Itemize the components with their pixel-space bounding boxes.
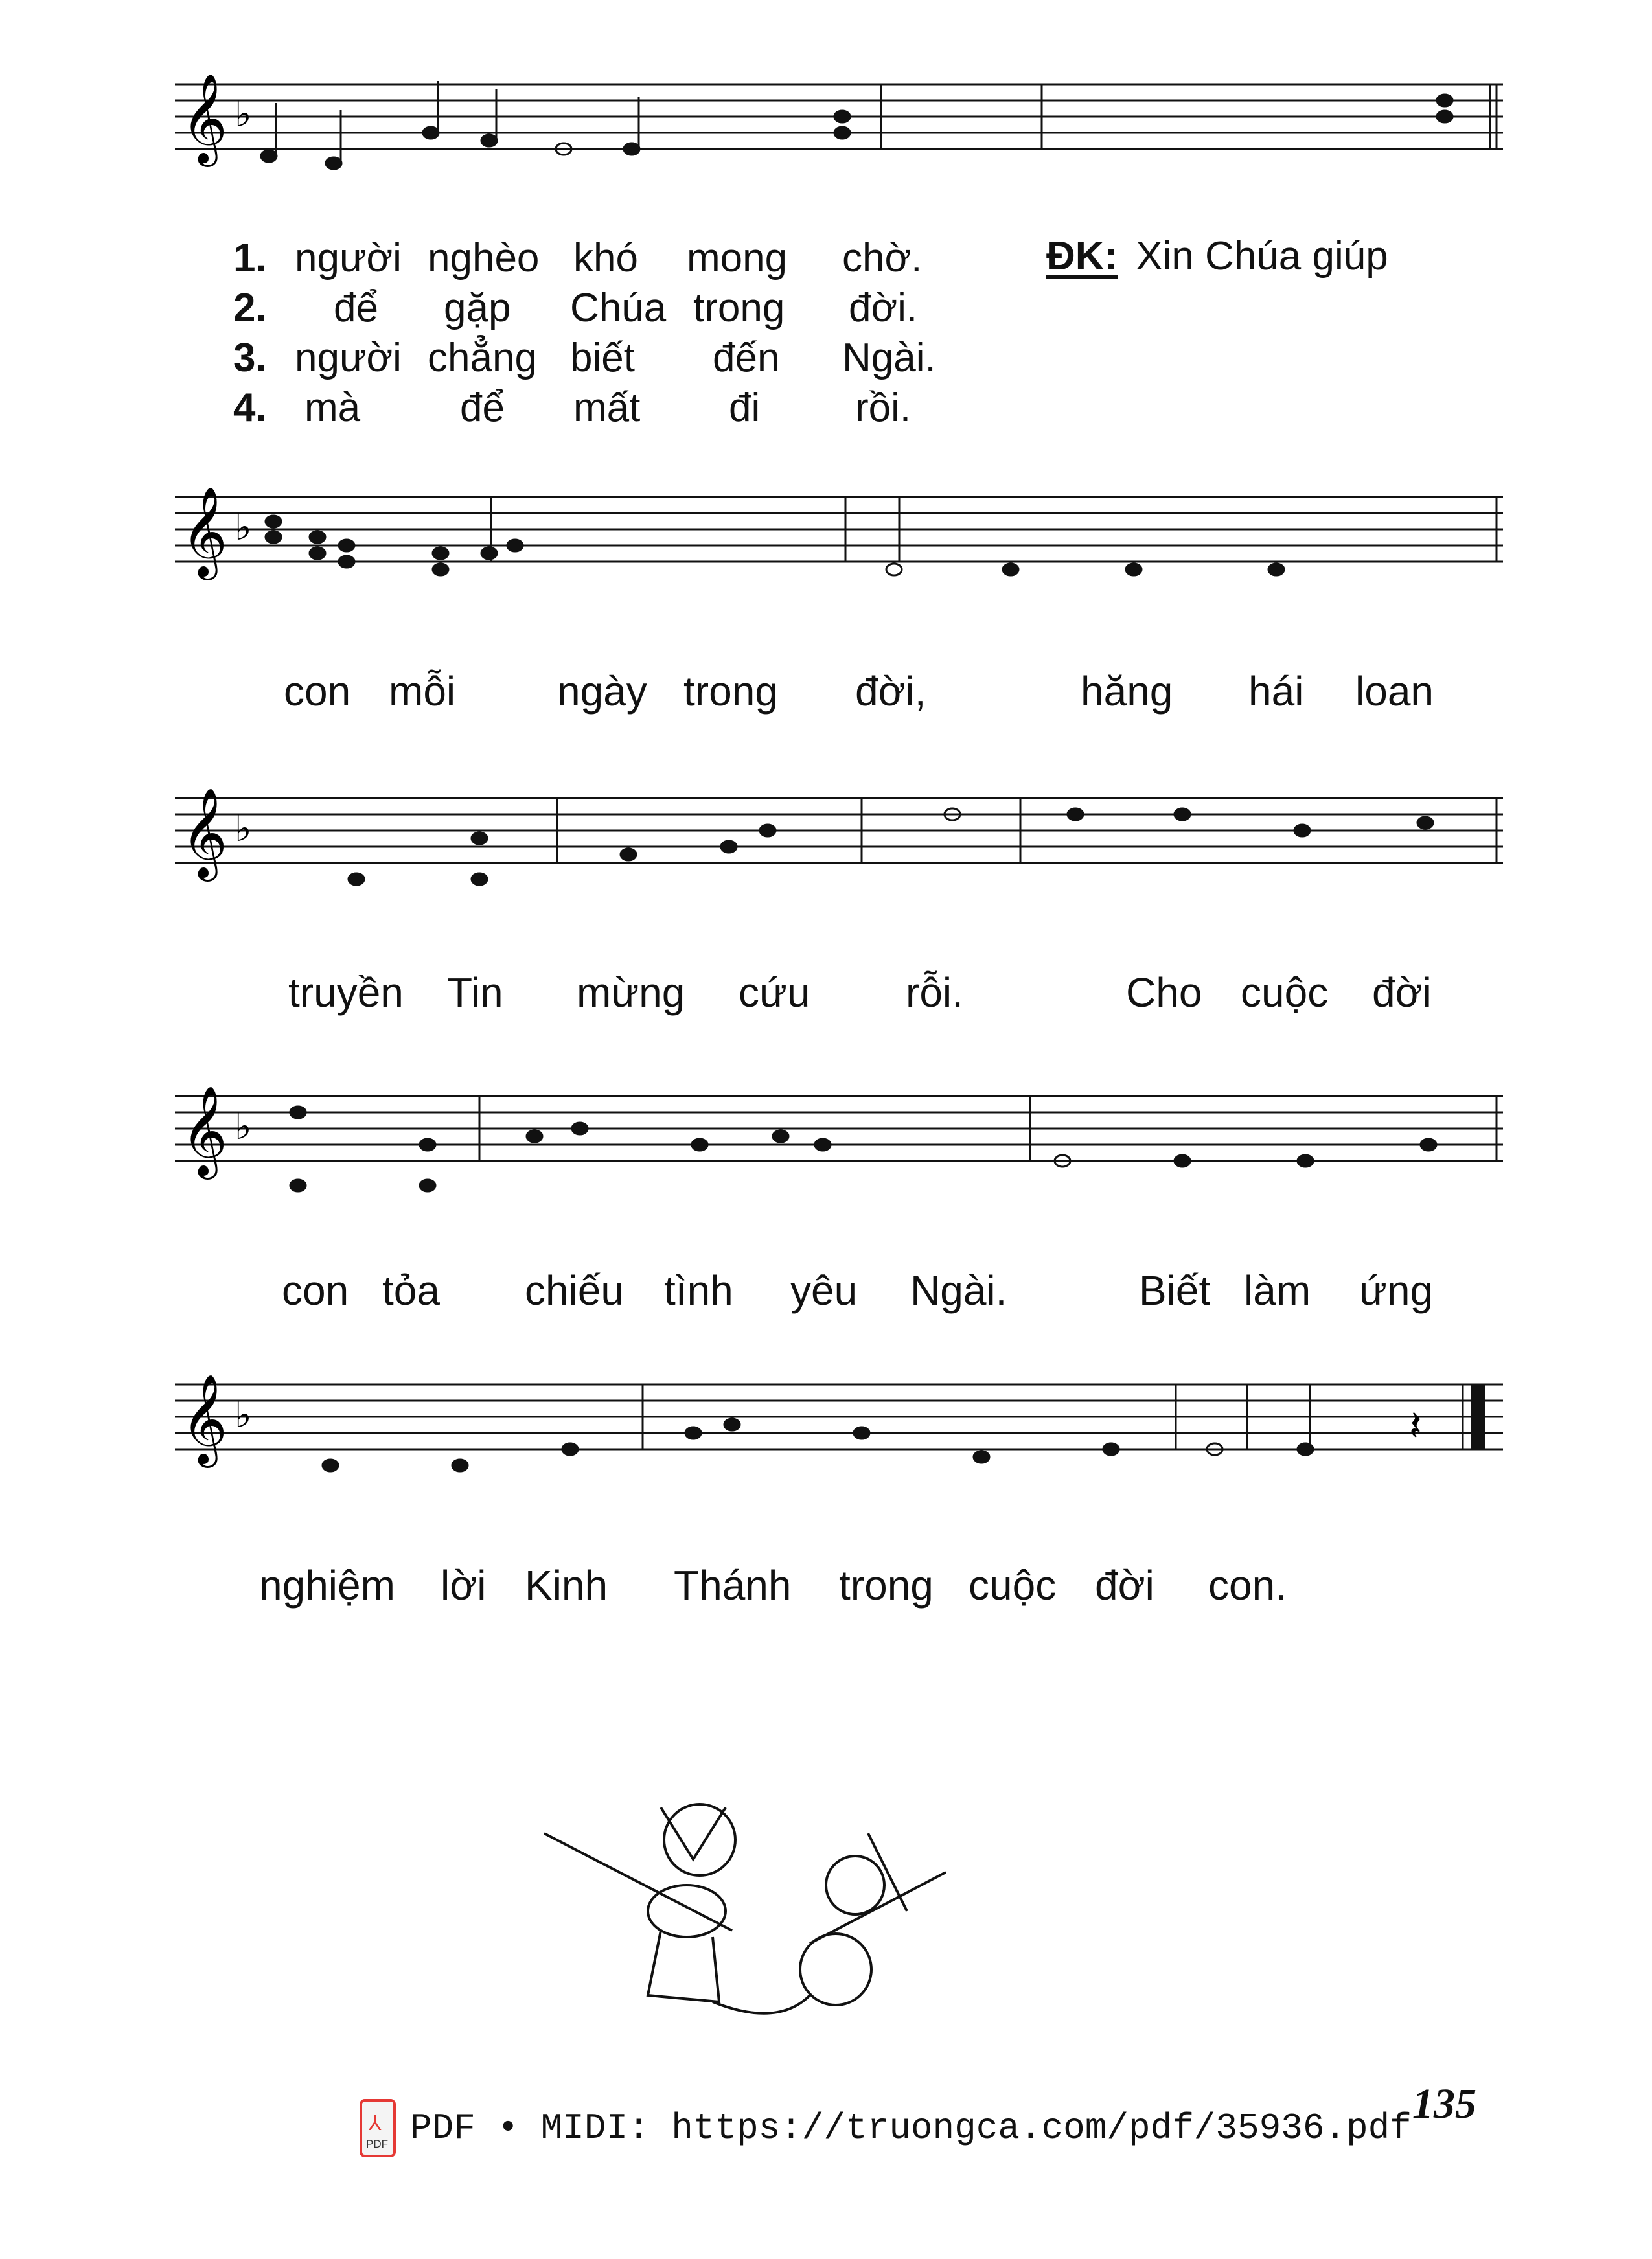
- staff-system-2: [175, 476, 1503, 586]
- treble-clef-icon: 𝄞: [181, 1086, 227, 1176]
- svg-text:♭: ♭: [235, 1394, 252, 1436]
- lyric-word: đi: [729, 385, 761, 430]
- page-number: 135: [1412, 2080, 1476, 2127]
- lyric-word: mà: [304, 385, 361, 430]
- lyric-word: gặp: [444, 286, 511, 330]
- lyric-word: chiếu: [525, 1267, 624, 1314]
- svg-text:♭: ♭: [235, 93, 252, 135]
- treble-clef-icon: 𝄞: [181, 1374, 227, 1464]
- lyric-word: làm: [1244, 1267, 1311, 1314]
- lyric-word: Thánh: [674, 1562, 792, 1609]
- lyric-word: cuộc: [969, 1562, 1057, 1609]
- lyric-word: mất: [573, 385, 641, 430]
- lyric-word: khó: [573, 236, 638, 281]
- svg-text:♭: ♭: [235, 1106, 252, 1148]
- lyric-word: chẳng: [428, 336, 537, 380]
- music-staff: [175, 777, 1503, 888]
- lyric-word: con: [284, 668, 351, 715]
- lyric-word: để: [334, 286, 378, 330]
- svg-text:♭: ♭: [235, 507, 252, 549]
- lyric-word: Kinh: [525, 1562, 608, 1609]
- lyric-word: trong: [683, 668, 778, 715]
- pdf-icon-label: PDF: [366, 2138, 388, 2150]
- lyric-line-1: [0, 667, 1652, 726]
- lyric-word: con.: [1208, 1562, 1287, 1609]
- lyric-word: ngày: [557, 668, 647, 715]
- lyric-word: đời: [1095, 1562, 1154, 1609]
- lyric-word: truyền: [288, 969, 404, 1016]
- music-staff: [175, 1364, 1503, 1474]
- music-staff: [175, 62, 1503, 172]
- lyric-word: biết: [570, 336, 635, 380]
- lyric-word: Cho: [1126, 969, 1202, 1016]
- final-barline: [1471, 1384, 1485, 1449]
- staff-system-3: [175, 777, 1503, 888]
- verse-number: 3.: [233, 336, 267, 380]
- lyric-word: Chúa: [570, 286, 667, 330]
- lyric-word: trong: [839, 1562, 934, 1609]
- lyric-word: cuộc: [1241, 969, 1329, 1016]
- staff-system-1: [175, 62, 1503, 172]
- lyric-word: nghiệm: [259, 1562, 395, 1609]
- lyric-word: Biết: [1139, 1267, 1211, 1314]
- lyric-word: rồi.: [855, 385, 912, 430]
- lyric-word: trong: [693, 286, 785, 330]
- lyric-word: người: [295, 236, 402, 281]
- lyric-word: đời.: [849, 286, 918, 330]
- treble-clef-icon: 𝄞: [181, 788, 227, 878]
- lyric-word: Ngài.: [910, 1267, 1007, 1314]
- lyric-word: mong: [687, 236, 788, 281]
- lyric-word: Ngài.: [842, 336, 936, 380]
- lyric-word: tình: [664, 1267, 733, 1314]
- rest-icon: 𝄽: [1409, 1403, 1422, 1451]
- lyric-word: người: [295, 336, 402, 380]
- lyric-word: đến: [713, 336, 780, 380]
- lyric-word: chờ.: [842, 236, 923, 281]
- verse-number: 2.: [233, 286, 267, 330]
- refrain-start: [1046, 233, 1388, 279]
- lyric-word: mỗi: [389, 668, 456, 715]
- lyric-word: để: [460, 385, 505, 430]
- lyric-word: loan: [1355, 668, 1434, 715]
- footer-url-text[interactable]: PDF • MIDI: https://truongca.com/pdf/35936.pdf: [410, 2107, 1412, 2149]
- lyric-line-3: [0, 1267, 1652, 1325]
- staff-system-4: [175, 1075, 1503, 1186]
- music-staff: [175, 476, 1503, 586]
- lyric-word: lời: [441, 1562, 487, 1609]
- treble-clef-icon: 𝄞: [181, 487, 227, 577]
- lyric-word: nghèo: [428, 236, 540, 281]
- footer-link[interactable]: [360, 2099, 1412, 2157]
- acrobat-glyph-icon: ⅄: [369, 2111, 382, 2135]
- lyric-word: tỏa: [382, 1267, 440, 1314]
- angels-illustration: [531, 1782, 972, 2028]
- staff-system-5: [175, 1364, 1503, 1474]
- pdf-icon[interactable]: [360, 2099, 396, 2157]
- lyric-word: con: [282, 1267, 349, 1314]
- refrain-words: Xin Chúa giúp: [1136, 234, 1388, 279]
- verse-number: 4.: [233, 385, 267, 430]
- lyric-line-4: [0, 1561, 1652, 1620]
- lyric-word: Tin: [447, 969, 503, 1016]
- lyric-word: đời: [1372, 969, 1432, 1016]
- lyric-word: mừng: [577, 969, 685, 1016]
- lyric-word: cứu: [739, 969, 810, 1016]
- verse-number: 1.: [233, 236, 267, 281]
- refrain-tag: ĐK:: [1046, 234, 1118, 279]
- lyric-line-2: [0, 969, 1652, 1027]
- music-staff: [175, 1075, 1503, 1186]
- svg-text:♭: ♭: [235, 808, 252, 850]
- angels-drawing-icon: [531, 1782, 972, 2028]
- lyric-word: đời,: [855, 668, 926, 715]
- treble-clef-icon: 𝄞: [181, 73, 227, 163]
- lyric-word: hái: [1248, 668, 1304, 715]
- lyric-word: rỗi.: [906, 969, 963, 1016]
- lyric-word: hăng: [1081, 668, 1173, 715]
- lyric-word: ứng: [1359, 1267, 1434, 1314]
- lyric-word: yêu: [790, 1267, 858, 1314]
